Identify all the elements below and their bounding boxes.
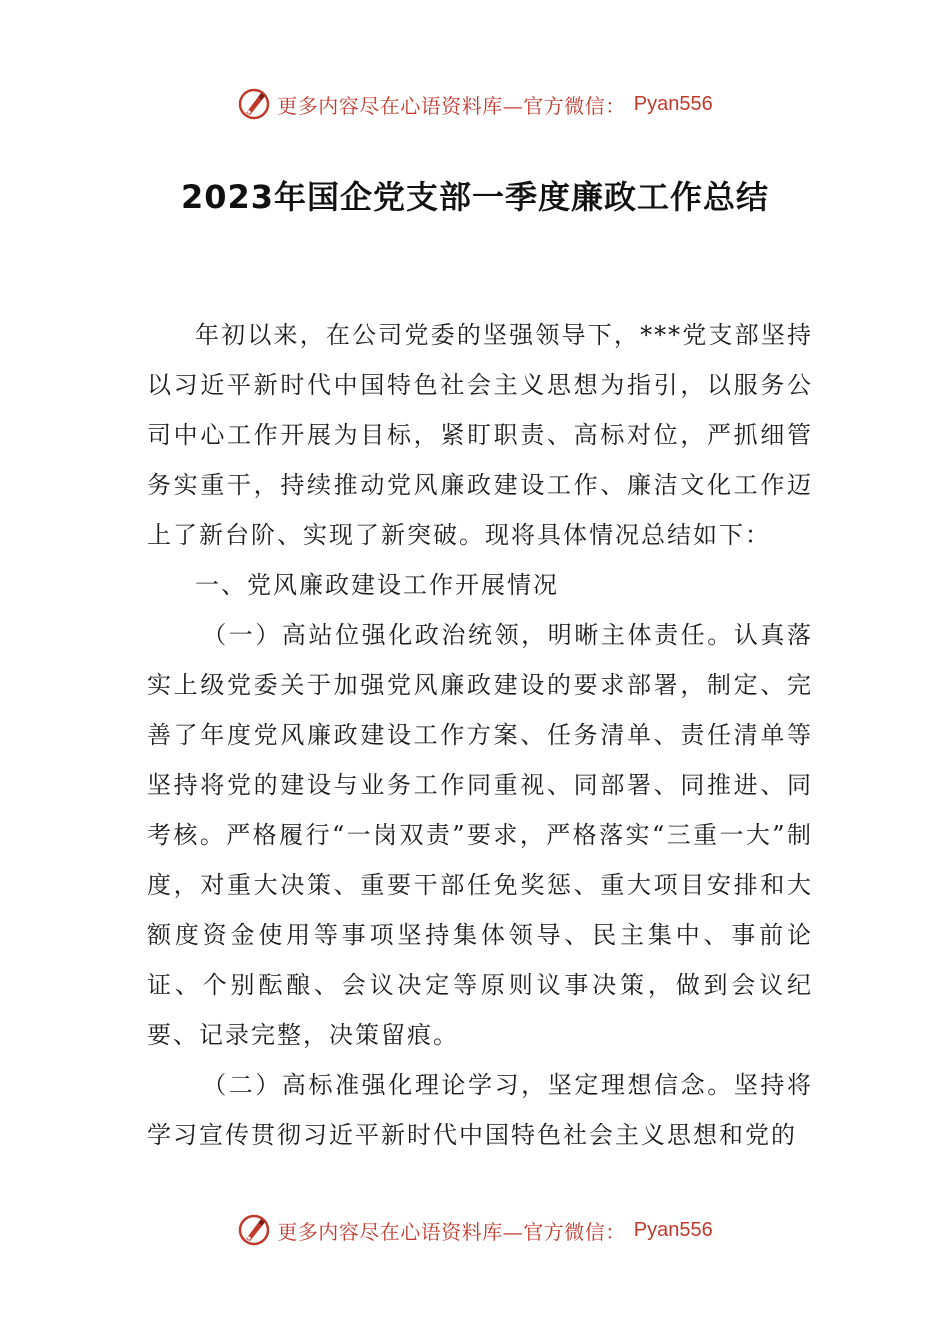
document-title: 2023年国企党支部一季度廉政工作总结 (180, 178, 770, 216)
pen-nib-logo-icon (237, 1213, 271, 1247)
banner-text: 更多内容尽在心语资料库—官方微信： (277, 1219, 626, 1244)
header-banner (0, 84, 950, 124)
footer-banner (0, 1210, 950, 1250)
section-heading-1: 一、党风廉政建设工作开展情况 (195, 571, 559, 599)
paragraph-subsection-2: （二）高标准强化理论学习，坚定理想信念。坚持将学习宣传贯彻习近平新时代中国特色社会主义思想和党的 (147, 1071, 813, 1149)
banner-wechat-id: Pyan556 (633, 92, 713, 115)
paragraph-subsection-1: （一）高站位强化政治统领，明晰主体责任。认真落实上级党委关于加强党风廉政建设的要求部署，制定、完善了年度党风廉政建设工作方案、任务清单、责任清单等坚持将党的建设与业务工作同重视、同部署、同推进、同考核。严格履行“一岗双责”要求，严格落实“三重一大”制度，对重大决策、重要干部任免奖惩、重大项目安排和大额度资金使用等事项坚持集体领导、民主集中、事前论证、个别酝酿、会议决定等原则议事决策，做到会议纪要、记录完整，决策留痕。 (147, 621, 813, 1049)
paragraph-intro: 年初以来，在公司党委的坚强领导下，***党支部坚持以习近平新时代中国特色社会主义思想为指引，以服务公司中心工作开展为目标，紧盯职责、高标对位，严抓细管务实重干，持续推动党风廉政建设工作、廉洁文化工作迈上了新台阶、实现了新突破。现将具体情况总结如下： (147, 321, 813, 549)
banner-text: 更多内容尽在心语资料库—官方微信： (277, 93, 626, 118)
banner-wechat-id: Pyan556 (633, 1218, 713, 1241)
pen-nib-logo-icon (237, 87, 271, 121)
document-body (147, 310, 813, 1160)
